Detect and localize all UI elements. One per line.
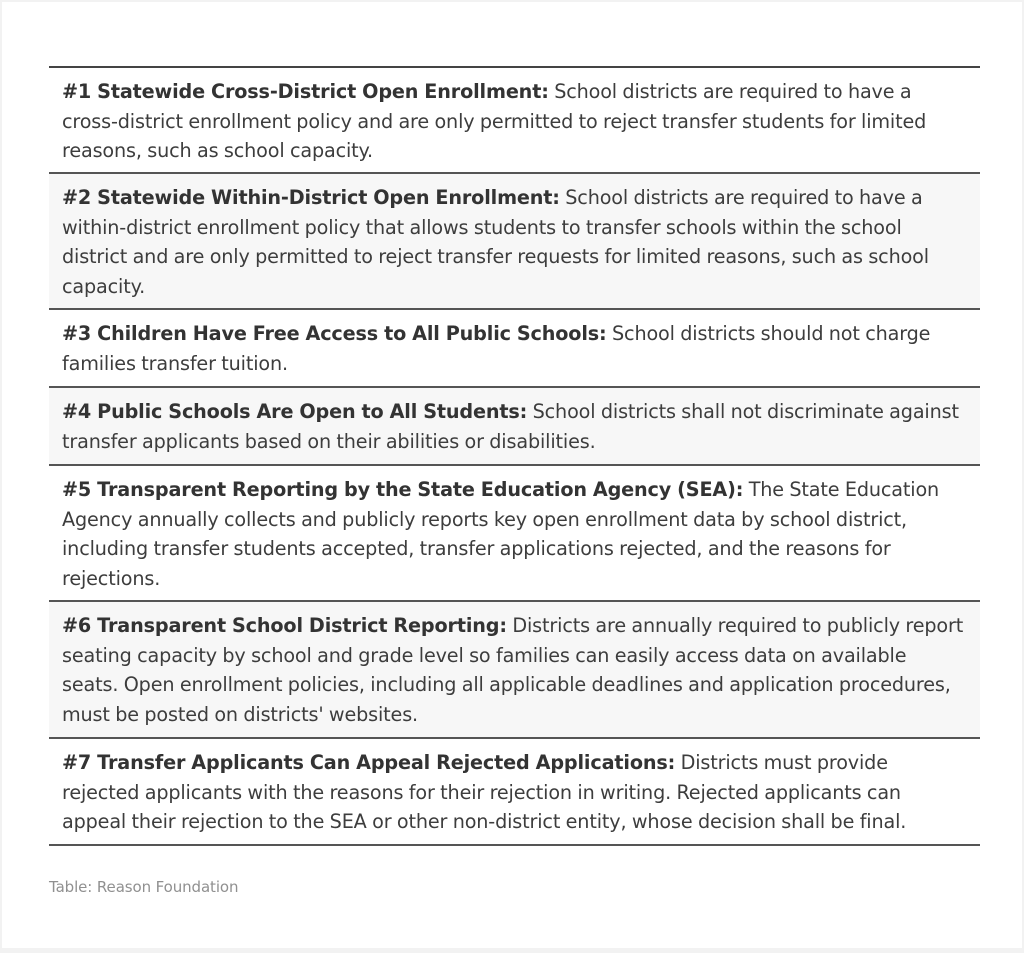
table-row: [49, 739, 980, 846]
row-title: #7 Transfer Applicants Can Appeal Rejected Applications:: [62, 751, 676, 774]
table-row: [49, 388, 980, 466]
row-text: The State Education Agency annually collects and publicly reports key open enrollment data by school district, including transfer students accepted, transfer applications rejected, and the reasons for rejections.: [62, 478, 940, 590]
table-row: [49, 466, 980, 602]
table-card: [2, 2, 1022, 948]
row-title: #1 Statewide Cross-District Open Enrollment:: [62, 80, 549, 103]
row-title: #4 Public Schools Are Open to All Students:: [62, 400, 528, 423]
row-title: #6 Transparent School District Reporting:: [62, 614, 507, 637]
row-title: #2 Statewide Within-District Open Enrollment:: [62, 186, 560, 209]
source-caption: Table: Reason Foundation: [49, 878, 239, 896]
open-enrollment-table: [49, 66, 980, 846]
table-row: [49, 602, 980, 739]
table-row: [49, 174, 980, 310]
row-title: #5 Transparent Reporting by the State Education Agency (SEA):: [62, 478, 744, 501]
row-text: School districts are required to have a within-district enrollment policy that allows students to transfer schools within the school district and are only permitted to reject transfer requests for limited reasons, such as school capacity.: [62, 186, 929, 298]
row-text: School districts should not charge families transfer tuition.: [62, 322, 931, 375]
table-row: [49, 68, 980, 174]
row-text: School districts shall not discriminate against transfer applicants based on their abilities or disabilities.: [62, 400, 959, 453]
row-text: School districts are required to have a cross-district enrollment policy and are only permitted to reject transfer students for limited reasons, such as school capacity.: [62, 80, 927, 163]
row-text: Districts must provide rejected applicants with the reasons for their rejection in writing. Rejected applicants can appeal their rejection to the SEA or other non-district entity, whose decision shall be final.: [62, 751, 907, 834]
row-text: Districts are annually required to publicly report seating capacity by school and grade level so families can easily access data on available seats. Open enrollment policies, including all applicable deadlines and application procedures, must be posted on districts' websites.: [62, 614, 964, 726]
row-title: #3 Children Have Free Access to All Public Schools:: [62, 322, 607, 345]
table-row: [49, 310, 980, 388]
